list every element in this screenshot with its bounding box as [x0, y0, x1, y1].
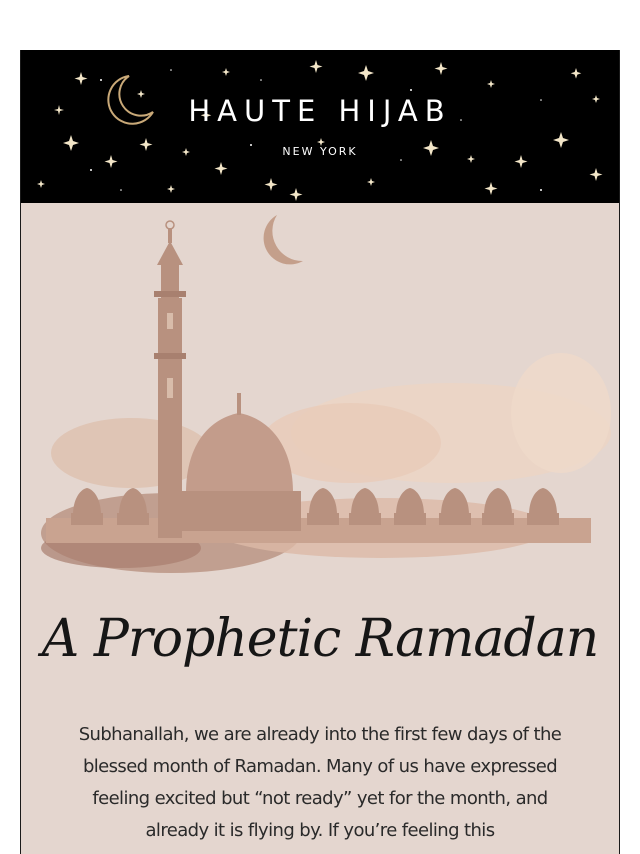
email-body: [21, 203, 619, 854]
intro-paragraph: Subhanallah, we are already into the first few days of the blessed month of Ramadan. Many of us have expressed feeling excited but “not ready” yet for the month, and already it is flying by. If you’re feeling this: [78, 724, 562, 841]
headline: A Prophetic Ramadan: [41, 609, 599, 669]
ramadan-hero-illustration: [21, 203, 619, 603]
email-header: [21, 50, 619, 203]
crescent-moon-icon: [264, 215, 303, 264]
email-container: [20, 50, 620, 854]
brand-logo[interactable]: HAUTE HIJAB: [188, 94, 452, 128]
mosque-silhouette: [41, 221, 611, 573]
brand-location: NEW YORK: [282, 145, 358, 158]
